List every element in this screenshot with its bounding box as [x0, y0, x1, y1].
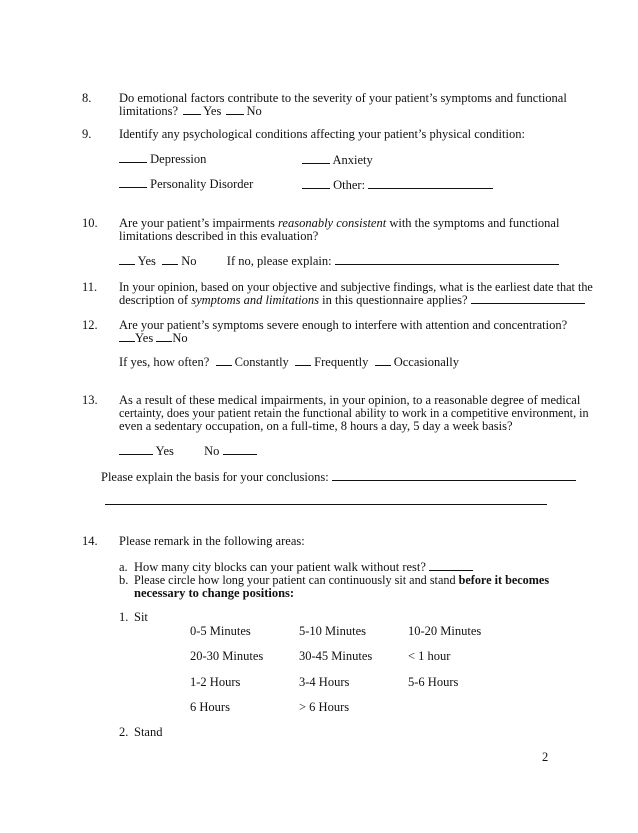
- q12-frequently-blank[interactable]: [295, 355, 311, 366]
- q12-no-blank[interactable]: [156, 331, 172, 342]
- q9-anxiety-blank[interactable]: [302, 153, 330, 164]
- option-30-45-minutes[interactable]: 30-45 Minutes: [299, 649, 373, 663]
- q12-yesno: [119, 331, 188, 345]
- q12-text: Are your patient’s symptoms severe enough to interfere with attention and concentration?: [119, 318, 568, 332]
- q9-anxiety-label: Anxiety: [332, 153, 373, 167]
- q8-number: 8.: [82, 91, 92, 105]
- q9-depression-blank[interactable]: [119, 152, 147, 163]
- q13-answers: [119, 444, 257, 458]
- q9-personality-label: Personality Disorder: [150, 177, 254, 191]
- q9-other-label: Other:: [333, 178, 366, 192]
- option-10-20-minutes[interactable]: 10-20 Minutes: [408, 624, 482, 638]
- q9-other-fill[interactable]: [368, 178, 493, 189]
- q14-b-label: b.: [119, 573, 129, 587]
- stand-label: Stand: [134, 725, 163, 739]
- q14-a: [134, 560, 473, 574]
- q8-yes-label: Yes: [203, 104, 222, 118]
- q12-constantly-blank[interactable]: [216, 355, 232, 366]
- q12-occasionally-blank[interactable]: [375, 355, 391, 366]
- q14-a-blank[interactable]: [429, 560, 473, 571]
- q10-yes-label: Yes: [137, 254, 156, 268]
- q11-text-b: in this questionnaire applies?: [319, 293, 468, 307]
- q10-text-em: reasonably consistent: [278, 216, 387, 230]
- q11-date-fill[interactable]: [471, 293, 585, 304]
- page-number: 2: [542, 750, 549, 764]
- option-under-1-hour[interactable]: < 1 hour: [408, 649, 451, 663]
- q9-personality-option: [119, 177, 253, 191]
- option-over-6-hours[interactable]: > 6 Hours: [299, 700, 350, 714]
- q10-line1: [119, 216, 559, 230]
- q13-line1: As a result of these medical impairments, in your opinion, to a reasonable degree of medical: [119, 393, 581, 407]
- q11-text-a: description of: [119, 293, 192, 307]
- q9-depression-label: Depression: [150, 152, 207, 166]
- option-20-30-minutes[interactable]: 20-30 Minutes: [190, 649, 264, 663]
- q14-b-bold1: before it becomes: [458, 573, 550, 587]
- q10-no-blank[interactable]: [162, 254, 178, 265]
- q8-text-line1: Do emotional factors contribute to the severity of your patient’s symptoms and functional: [119, 91, 567, 105]
- q8-no-label: No: [246, 104, 262, 118]
- q8-line2: [119, 104, 262, 118]
- q14-b-text: Please circle how long your patient can continuously sit and stand: [134, 573, 459, 587]
- q10-no-label: No: [181, 254, 197, 268]
- q9-depression-option: [119, 152, 206, 166]
- option-6-hours[interactable]: 6 Hours: [190, 700, 230, 714]
- q10-explain-fill[interactable]: [335, 254, 559, 265]
- q9-number: 9.: [82, 127, 92, 141]
- q12-no-label: No: [172, 331, 188, 345]
- q10-text-a: Are your patient’s impairments: [119, 216, 278, 230]
- q14-number: 14.: [82, 534, 98, 548]
- option-5-6-hours[interactable]: 5-6 Hours: [408, 675, 459, 689]
- q14-text: Please remark in the following areas:: [119, 534, 305, 548]
- q14-b-bold2: necessary to change positions:: [134, 586, 295, 600]
- q9-other-option: [302, 178, 493, 192]
- q10-number: 10.: [82, 216, 98, 230]
- q12-yes-label: Yes: [135, 331, 154, 345]
- q12-constantly-label: Constantly: [234, 355, 289, 369]
- sit-number: 1.: [119, 610, 129, 624]
- q8-text-line2: limitations?: [119, 104, 179, 118]
- q13-line2: certainty, does your patient retain the functional ability to work in a competitive environment, in: [119, 406, 589, 420]
- q14-b-line2: [134, 586, 294, 600]
- option-5-10-minutes[interactable]: 5-10 Minutes: [299, 624, 367, 638]
- q12-frequency: [119, 355, 459, 369]
- q14-b-line1: [134, 573, 549, 587]
- q11-line2: [119, 293, 585, 307]
- q9-anxiety-option: [302, 153, 373, 167]
- sit-label: Sit: [134, 610, 148, 624]
- q11-number: 11.: [82, 280, 98, 294]
- q12-how-often-label: If yes, how often?: [119, 355, 210, 369]
- q13-line3: even a sedentary occupation, on a full-time, 8 hours a day, 5 day a week basis?: [119, 419, 513, 433]
- q12-frequently-label: Frequently: [314, 355, 369, 369]
- q9-text: Identify any psychological conditions affecting your patient’s physical condition:: [119, 127, 525, 141]
- q13-yes-blank[interactable]: [119, 444, 153, 455]
- option-0-5-minutes[interactable]: 0-5 Minutes: [190, 624, 251, 638]
- q12-number: 12.: [82, 318, 98, 332]
- q10-line2: limitations described in this evaluation?: [119, 229, 319, 243]
- q13-explain-fill-2[interactable]: [105, 504, 547, 505]
- q12-occasionally-label: Occasionally: [393, 355, 459, 369]
- q13-no-blank[interactable]: [223, 444, 257, 455]
- q11-line1: In your opinion, based on your objective and subjective findings, what is the earliest date that the: [119, 280, 593, 294]
- q13-no-label: No: [204, 444, 220, 458]
- option-3-4-hours[interactable]: 3-4 Hours: [299, 675, 350, 689]
- q13-explain-label: Please explain the basis for your conclusions:: [101, 470, 329, 484]
- q13-explain-line: [101, 470, 576, 484]
- q13-explain-fill[interactable]: [332, 470, 576, 481]
- q14-a-label: a.: [119, 560, 128, 574]
- stand-number: 2.: [119, 725, 129, 739]
- q10-explain-label: If no, please explain:: [226, 254, 332, 268]
- q8-yes-blank[interactable]: [183, 104, 201, 115]
- q13-number: 13.: [82, 393, 98, 407]
- q13-yes-label: Yes: [155, 444, 174, 458]
- q12-yes-blank[interactable]: [119, 331, 135, 342]
- q10-answers: [119, 254, 559, 268]
- q10-yes-blank[interactable]: [119, 254, 135, 265]
- q10-text-b: with the symptoms and functional: [386, 216, 560, 230]
- q11-text-em: symptoms and limitations: [191, 293, 320, 307]
- q8-no-blank[interactable]: [226, 104, 244, 115]
- option-1-2-hours[interactable]: 1-2 Hours: [190, 675, 241, 689]
- q14-a-text: How many city blocks can your patient walk without rest?: [134, 560, 426, 574]
- q9-other-blank[interactable]: [302, 178, 330, 189]
- q9-personality-blank[interactable]: [119, 177, 147, 188]
